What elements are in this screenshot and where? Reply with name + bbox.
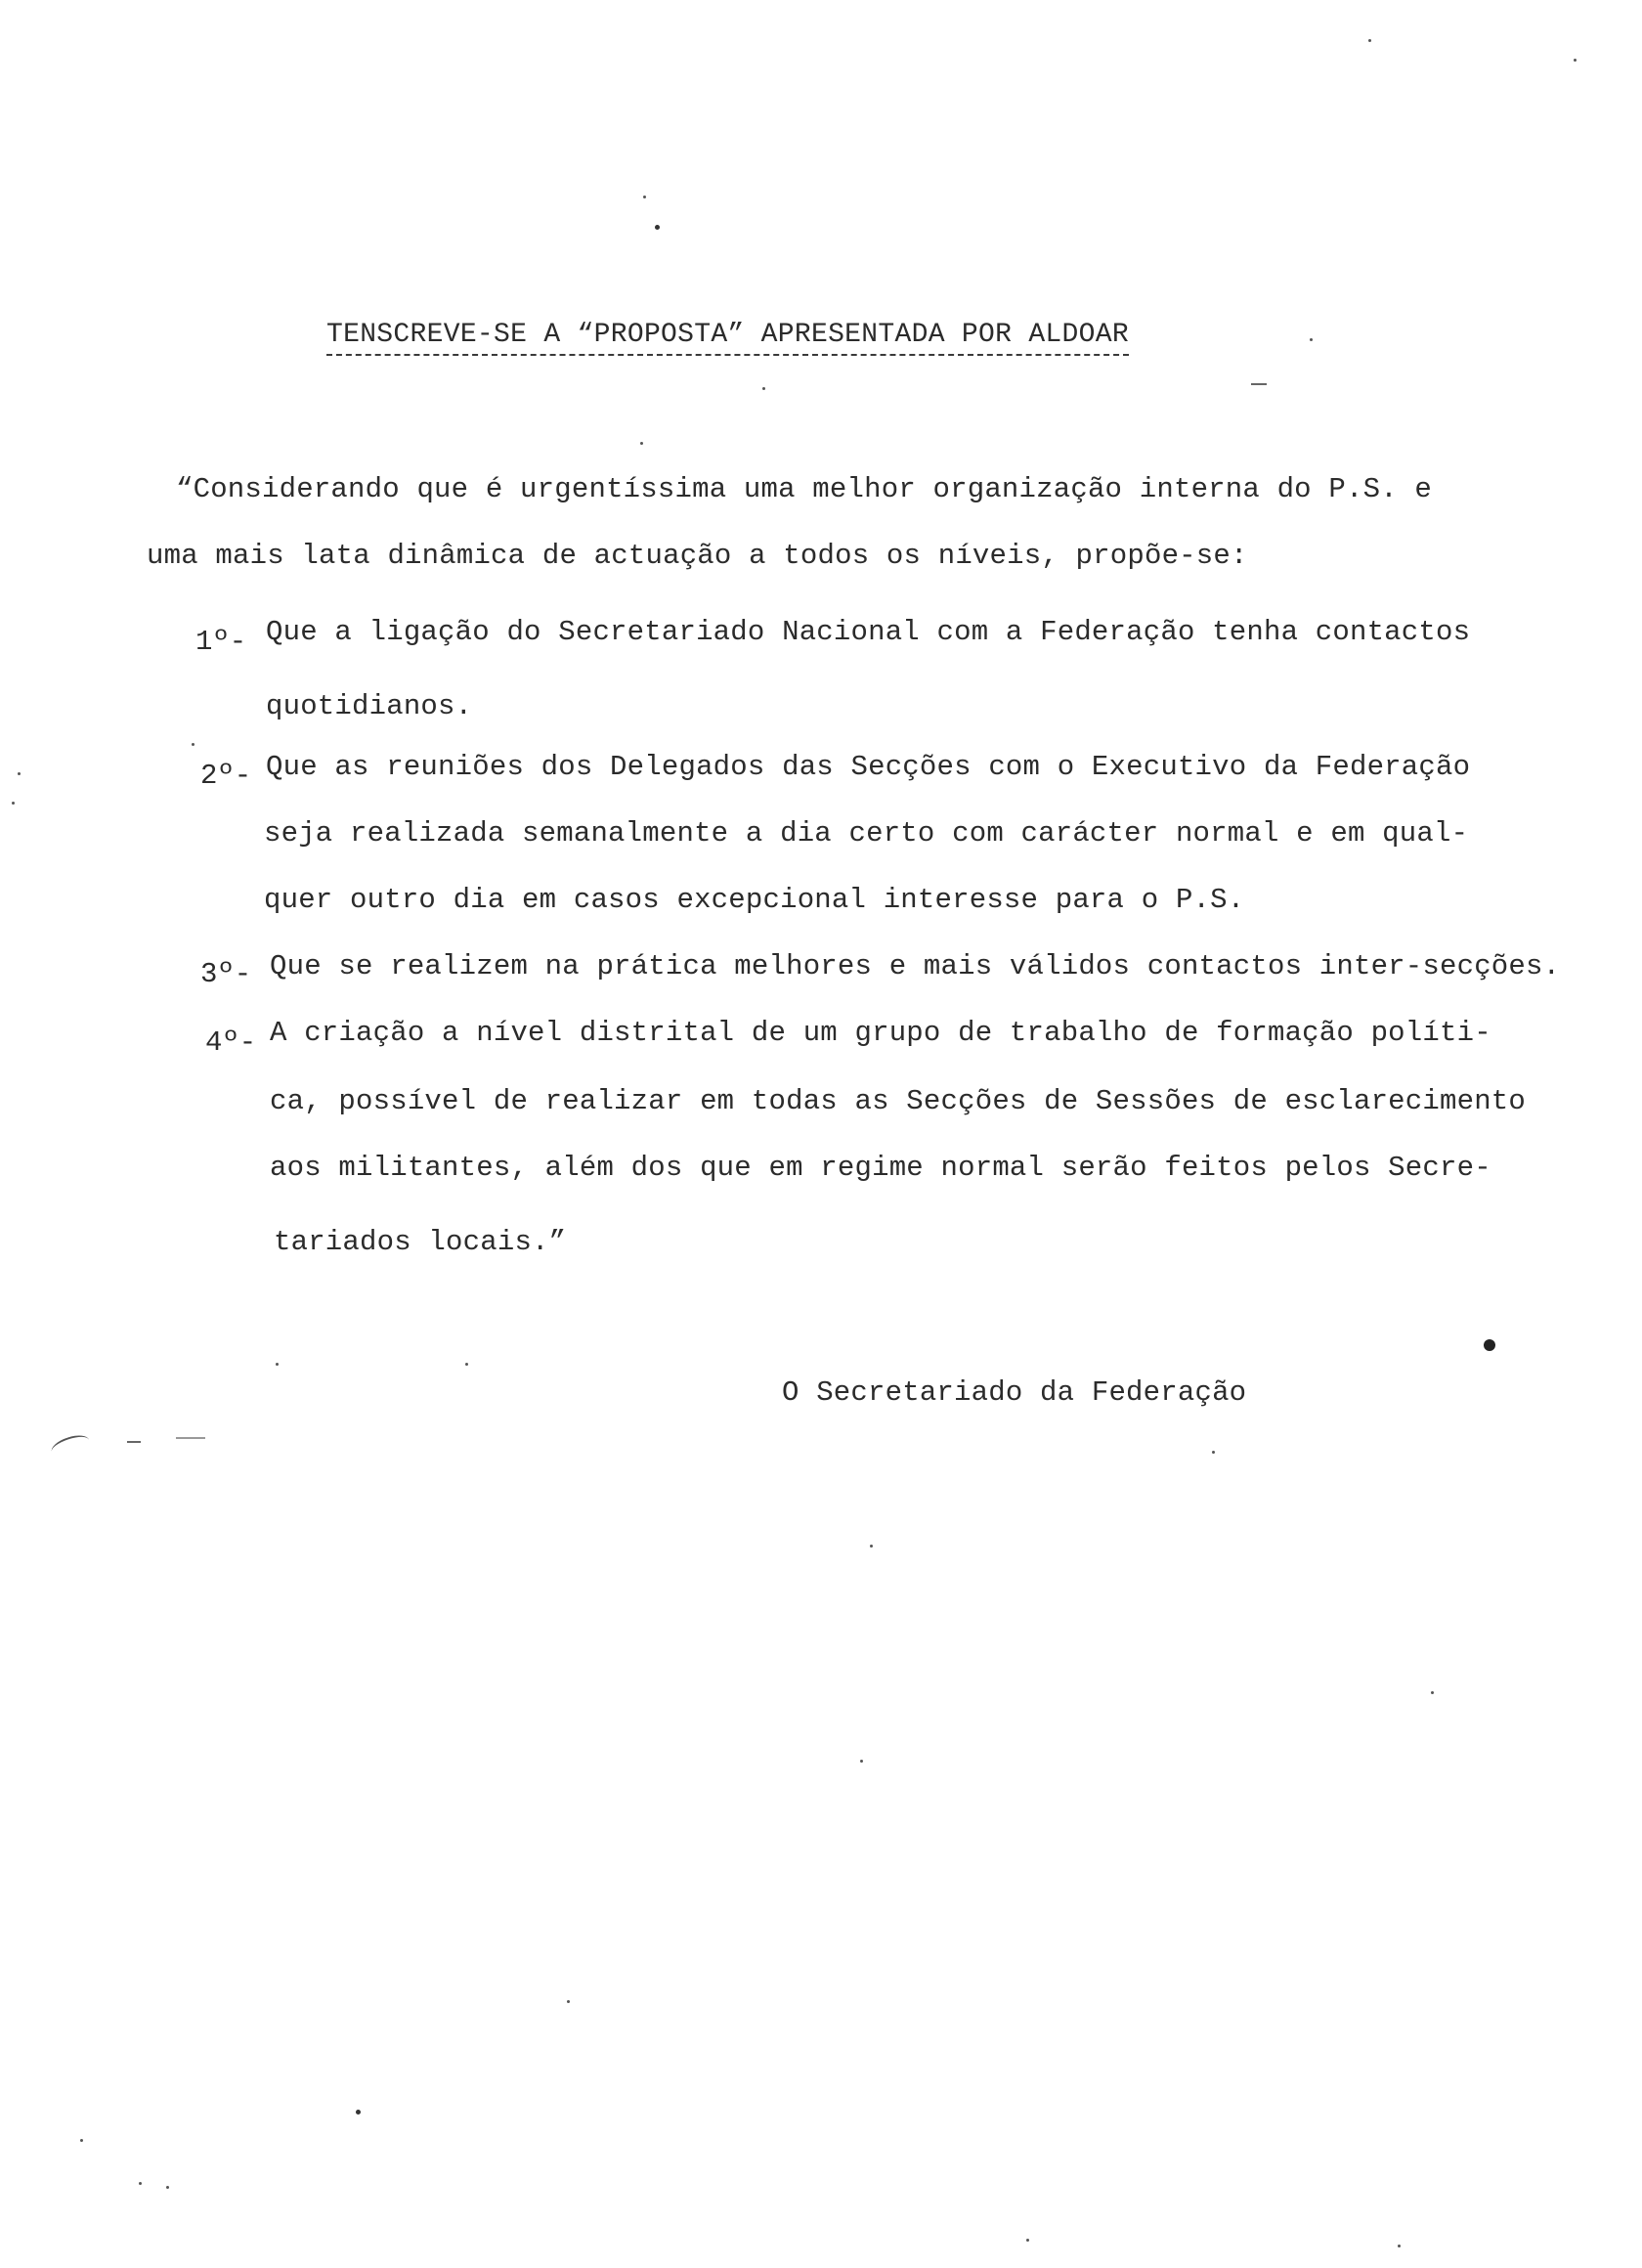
item-2-line-1: Que as reuniões dos Delegados das Secções com o Executivo da Federação <box>266 751 1471 783</box>
intro-line-2: uma mais lata dinâmica de actuação a todos os níveis, propõe-se: <box>147 540 1248 572</box>
item-4-number: 4º- <box>205 1026 257 1059</box>
scan-mark <box>127 1441 141 1443</box>
item-2-number: 2º- <box>200 760 252 792</box>
scan-speck <box>1310 338 1313 341</box>
scan-speck <box>1368 39 1371 42</box>
intro-line-1: “Considerando que é urgentíssima uma melhor organização interna do P.S. e <box>176 473 1433 505</box>
scan-speck <box>1026 2239 1029 2242</box>
scan-speck <box>139 2182 142 2185</box>
scan-speck <box>762 387 765 390</box>
scan-speck <box>12 802 15 805</box>
scan-speck <box>643 196 646 198</box>
signature: O Secretariado da Federação <box>782 1376 1247 1409</box>
scan-speck <box>1574 59 1577 62</box>
scan-speck <box>18 772 21 775</box>
item-1-line-2: quotidianos. <box>266 690 473 722</box>
item-4-line-1: A criação a nível distrital de um grupo de trabalho de formação políti- <box>270 1017 1491 1049</box>
document-title: TENSCREVE-SE A “PROPOSTA” APRESENTADA POR ALDOAR <box>326 319 1129 356</box>
scan-speck <box>276 1363 279 1366</box>
item-2-line-2: seja realizada semanalmente a dia certo com carácter normal e em qual- <box>264 817 1469 850</box>
scan-mark <box>1251 383 1267 385</box>
scan-speck <box>860 1760 863 1763</box>
scan-speck <box>356 2110 361 2115</box>
scan-speck <box>655 225 660 230</box>
scan-speck <box>567 2000 570 2003</box>
item-3-line-1: Que se realizem na prática melhores e mais válidos contactos inter-secções. <box>270 950 1561 982</box>
item-3-number: 3º- <box>200 958 252 990</box>
item-1-line-1: Que a ligação do Secretariado Nacional com a Federação tenha contactos <box>266 616 1471 648</box>
scan-speck <box>192 743 194 746</box>
item-4-line-4: tariados locais.” <box>274 1226 567 1258</box>
scan-speck <box>1484 1339 1495 1351</box>
item-1-number: 1º- <box>195 626 247 658</box>
scan-speck <box>1212 1451 1215 1454</box>
scan-speck <box>1431 1691 1434 1694</box>
item-4-line-3: aos militantes, além dos que em regime normal serão feitos pelos Secre- <box>270 1152 1491 1184</box>
scan-speck <box>80 2139 83 2142</box>
item-2-line-3: quer outro dia em casos excepcional interesse para o P.S. <box>264 884 1245 916</box>
scan-mark <box>49 1431 92 1460</box>
scan-speck <box>166 2186 169 2189</box>
scan-speck <box>465 1363 468 1366</box>
scan-speck <box>1398 2245 1401 2247</box>
item-4-line-2: ca, possível de realizar em todas as Secções de Sessões de esclarecimento <box>270 1085 1527 1117</box>
scan-speck <box>870 1545 873 1548</box>
scan-speck <box>640 442 643 445</box>
scan-mark <box>176 1437 205 1439</box>
